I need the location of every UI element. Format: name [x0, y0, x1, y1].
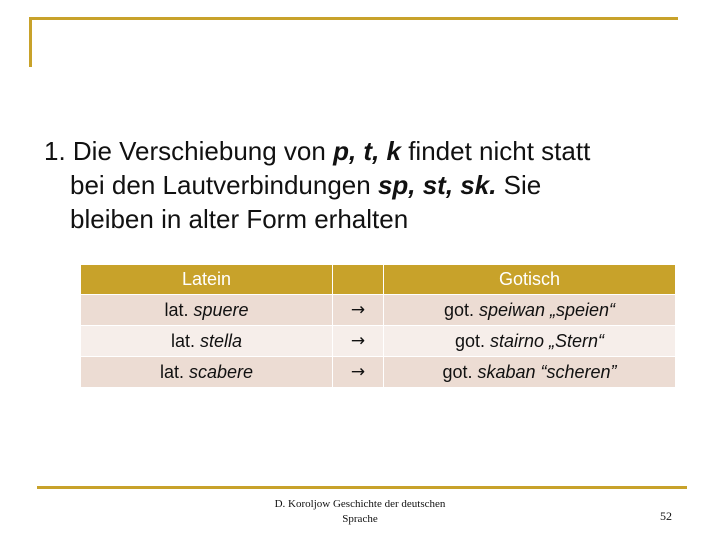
- bullet-line-2-suffix: Sie: [496, 170, 542, 200]
- arrow-cell: →: [333, 295, 384, 326]
- latin-word: stella: [199, 330, 243, 351]
- header-arrow: [333, 265, 384, 295]
- bullet-line-1-prefix: 1. Die Verschiebung von: [44, 136, 334, 166]
- bullet-line-2-prefix: bei den Lautverbindungen: [70, 170, 378, 200]
- latin-prefix: lat.: [159, 361, 189, 382]
- arrow-cell: →: [333, 326, 384, 357]
- footer-line-1: D. Koroljow Geschichte der deutschen: [274, 498, 446, 510]
- footer-credit: [255, 497, 465, 527]
- bullet-line-3: bleiben in alter Form erhalten: [70, 204, 409, 234]
- gothic-prefix: got.: [454, 330, 490, 351]
- gothic-cell: [384, 326, 676, 357]
- latin-word: scabere: [188, 361, 254, 382]
- gothic-prefix: got.: [443, 299, 479, 320]
- gothic-word: skaban “scheren”: [477, 361, 617, 382]
- table-row: [81, 357, 676, 388]
- latin-cell: [81, 295, 333, 326]
- footer-rule: [37, 486, 687, 489]
- frame-top-rule: [29, 17, 678, 20]
- header-latein: Latein: [81, 265, 333, 295]
- frame-left-rule: [29, 17, 32, 67]
- gothic-word: stairno „Stern“: [489, 330, 605, 351]
- latin-cell: [81, 357, 333, 388]
- table-row: [81, 295, 676, 326]
- page-number: 52: [660, 509, 672, 523]
- gothic-word: speiwan „speien“: [478, 299, 616, 320]
- latin-prefix: lat.: [164, 299, 194, 320]
- bullet-line-2-emphasis: sp, st, sk.: [377, 170, 497, 200]
- latin-prefix: lat.: [170, 330, 200, 351]
- latin-cell: [81, 326, 333, 357]
- gothic-cell: [384, 295, 676, 326]
- arrow-cell: →: [333, 357, 384, 388]
- gothic-cell: [384, 357, 676, 388]
- header-gotisch: Gotisch: [384, 265, 676, 295]
- footer-line-2: Sprache: [342, 513, 378, 525]
- latin-word: spuere: [193, 299, 249, 320]
- bullet-line-1-emphasis: p, t, k: [333, 136, 401, 166]
- bullet-text: [44, 134, 694, 236]
- gothic-prefix: got.: [442, 361, 478, 382]
- table-header-row: [81, 265, 676, 295]
- bullet-line-1-suffix: findet nicht statt: [400, 136, 591, 166]
- bullet-line-1: [44, 134, 694, 168]
- table-row: [81, 326, 676, 357]
- comparison-table: [80, 264, 676, 388]
- bullet-line-2: [44, 168, 694, 202]
